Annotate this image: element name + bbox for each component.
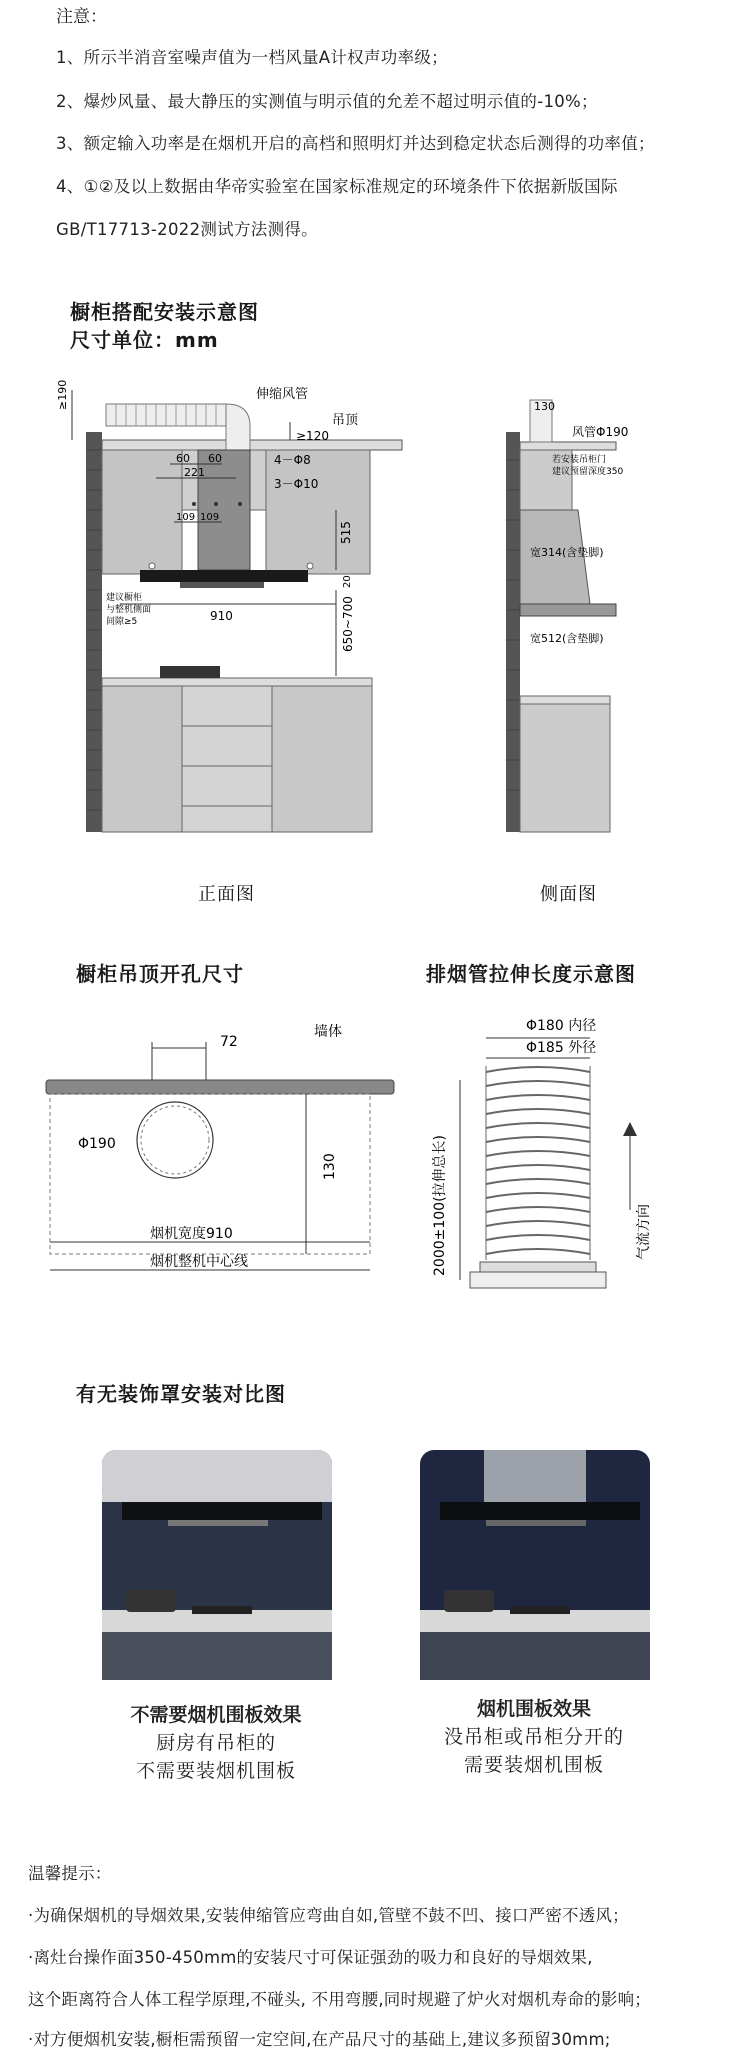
label-w109a: 109 [176, 512, 196, 523]
wall [86, 432, 102, 832]
tip-item-3: 这个距离符合人体工程学原理,不碰头, 不用弯腰,同时规避了炉火对烟机寿命的影响； [28, 1990, 651, 2009]
flow-arrow-icon [623, 1122, 637, 1136]
label-w910: 910 [210, 609, 233, 623]
label-ceil-gap: ≥120 [296, 429, 329, 443]
counter-top [102, 678, 372, 686]
label-h20: 20 [342, 575, 353, 588]
pipe-ribs [486, 1067, 590, 1254]
label-w60b: 60 [208, 452, 222, 465]
side-label-door-1: 若安装吊柜门 [552, 455, 607, 465]
tip-item-1: ·为确保烟机的导烟效果,安装伸缩管应弯曲自如,管壁不鼓不凹、接口严密不透风； [28, 1906, 629, 1925]
note-item-3: 3、额定输入功率是在烟机开启的高档和照明灯并达到稳定状态后测得的功率值； [56, 134, 655, 153]
hood-panel [140, 570, 308, 582]
label-gap-note-1: 建议橱柜 [106, 593, 143, 603]
duct-hole [137, 1102, 213, 1178]
hole-label-130: 130 [322, 1153, 338, 1180]
side-view-diagram [492, 380, 642, 850]
label-top-gap: ≥190 [56, 379, 69, 410]
label-ceiling: 吊顶 [332, 413, 359, 428]
left-compare-sub2: 不需要装烟机围板 [135, 1760, 296, 1782]
note-item-5: GB/T17713-2022测试方法测得。 [56, 220, 318, 239]
hole-label-width: 烟机宽度910 [150, 1226, 233, 1242]
label-holes10: 3－Φ10 [274, 477, 319, 491]
ceiling-bar [102, 440, 402, 450]
left-compare-title: 不需要烟机围板效果 [130, 1704, 302, 1726]
side-label-duct: 风管Φ190 [572, 425, 629, 439]
front-view-diagram [56, 379, 420, 850]
right-compare-title: 烟机围板效果 [476, 1698, 591, 1720]
notes-heading: 注意： [56, 7, 107, 27]
tips-heading: 温馨提示： [28, 1864, 112, 1883]
label-w109b: 109 [200, 512, 220, 523]
side-caption: 侧面图 [540, 884, 597, 905]
label-duct: 伸缩风管 [256, 387, 309, 402]
hole-label-72: 72 [220, 1034, 238, 1050]
pipe-diagram [430, 1000, 670, 1320]
install-unit: 尺寸单位：mm [70, 328, 219, 352]
pipe-label-inner: Φ180 内径 [526, 1018, 597, 1034]
right-compare-sub1: 没吊柜或吊柜分开的 [443, 1726, 624, 1748]
front-caption: 正面图 [198, 884, 255, 905]
left-compare-sub1: 厨房有吊柜的 [155, 1732, 276, 1754]
hole-label-center: 烟机整机中心线 [150, 1254, 248, 1270]
label-holes8: 4－Φ8 [274, 453, 311, 467]
photo-with-panel [420, 1450, 650, 1680]
tip-item-4: ·对方便烟机安装,橱柜需预留一定空间,在产品尺寸的基础上,建议多预留30mm; [28, 2030, 611, 2049]
label-h650: 650~700 [341, 596, 355, 652]
right-compare-sub2: 需要装烟机围板 [463, 1754, 604, 1776]
pipe-title: 排烟管拉伸长度示意图 [426, 962, 636, 986]
side-label-w314: 宽314(含垫脚) [530, 546, 604, 559]
tip-item-2: ·离灶台操作面350-450mm的安装尺寸可保证强劲的吸力和良好的导烟效果, [28, 1948, 593, 1967]
label-gap-note-2: 与整机侧面 [106, 605, 152, 615]
photo-without-panel [102, 1450, 332, 1680]
lower-cabinet-left [102, 686, 182, 832]
side-label-door-2: 建议预留深度350 [552, 467, 624, 477]
stove [160, 666, 220, 678]
label-w221: 221 [184, 466, 205, 479]
hole-diagram [40, 1010, 410, 1290]
upper-cabinet-right [266, 450, 370, 574]
note-item-4: 4、①②及以上数据由华帝实验室在国家标准规定的环境条件下依据新版国际 [56, 177, 618, 196]
label-w60a: 60 [176, 452, 190, 465]
note-item-2: 2、爆炒风量、最大静压的实测值与明示值的允差不超过明示值的-10%； [56, 92, 598, 111]
upper-cabinet-left [102, 450, 182, 574]
label-h515: 515 [339, 521, 353, 544]
hole-label-wall: 墙体 [314, 1024, 342, 1040]
hole-wall [46, 1080, 394, 1094]
side-label-d130: 130 [534, 400, 555, 413]
label-gap-note-3: 间隙≥5 [106, 617, 138, 627]
pipe-label-length: 2000±100(拉伸总长) [432, 1134, 448, 1276]
compare-title: 有无装饰罩安装对比图 [76, 1382, 286, 1406]
install-title: 橱柜搭配安装示意图 [70, 300, 259, 324]
hole-title: 橱柜吊顶开孔尺寸 [76, 962, 244, 986]
side-label-w512: 宽512(含垫脚) [530, 632, 604, 645]
hole-label-phi: Φ190 [78, 1136, 116, 1152]
pipe-label-flow: 气流方向 [636, 1204, 652, 1260]
side-wall [506, 432, 520, 832]
hood-chimney [198, 450, 250, 570]
pipe-label-outer: Φ185 外径 [526, 1040, 597, 1056]
note-item-1: 1、所示半消音室噪声值为一档风量A计权声功率级； [56, 48, 448, 67]
